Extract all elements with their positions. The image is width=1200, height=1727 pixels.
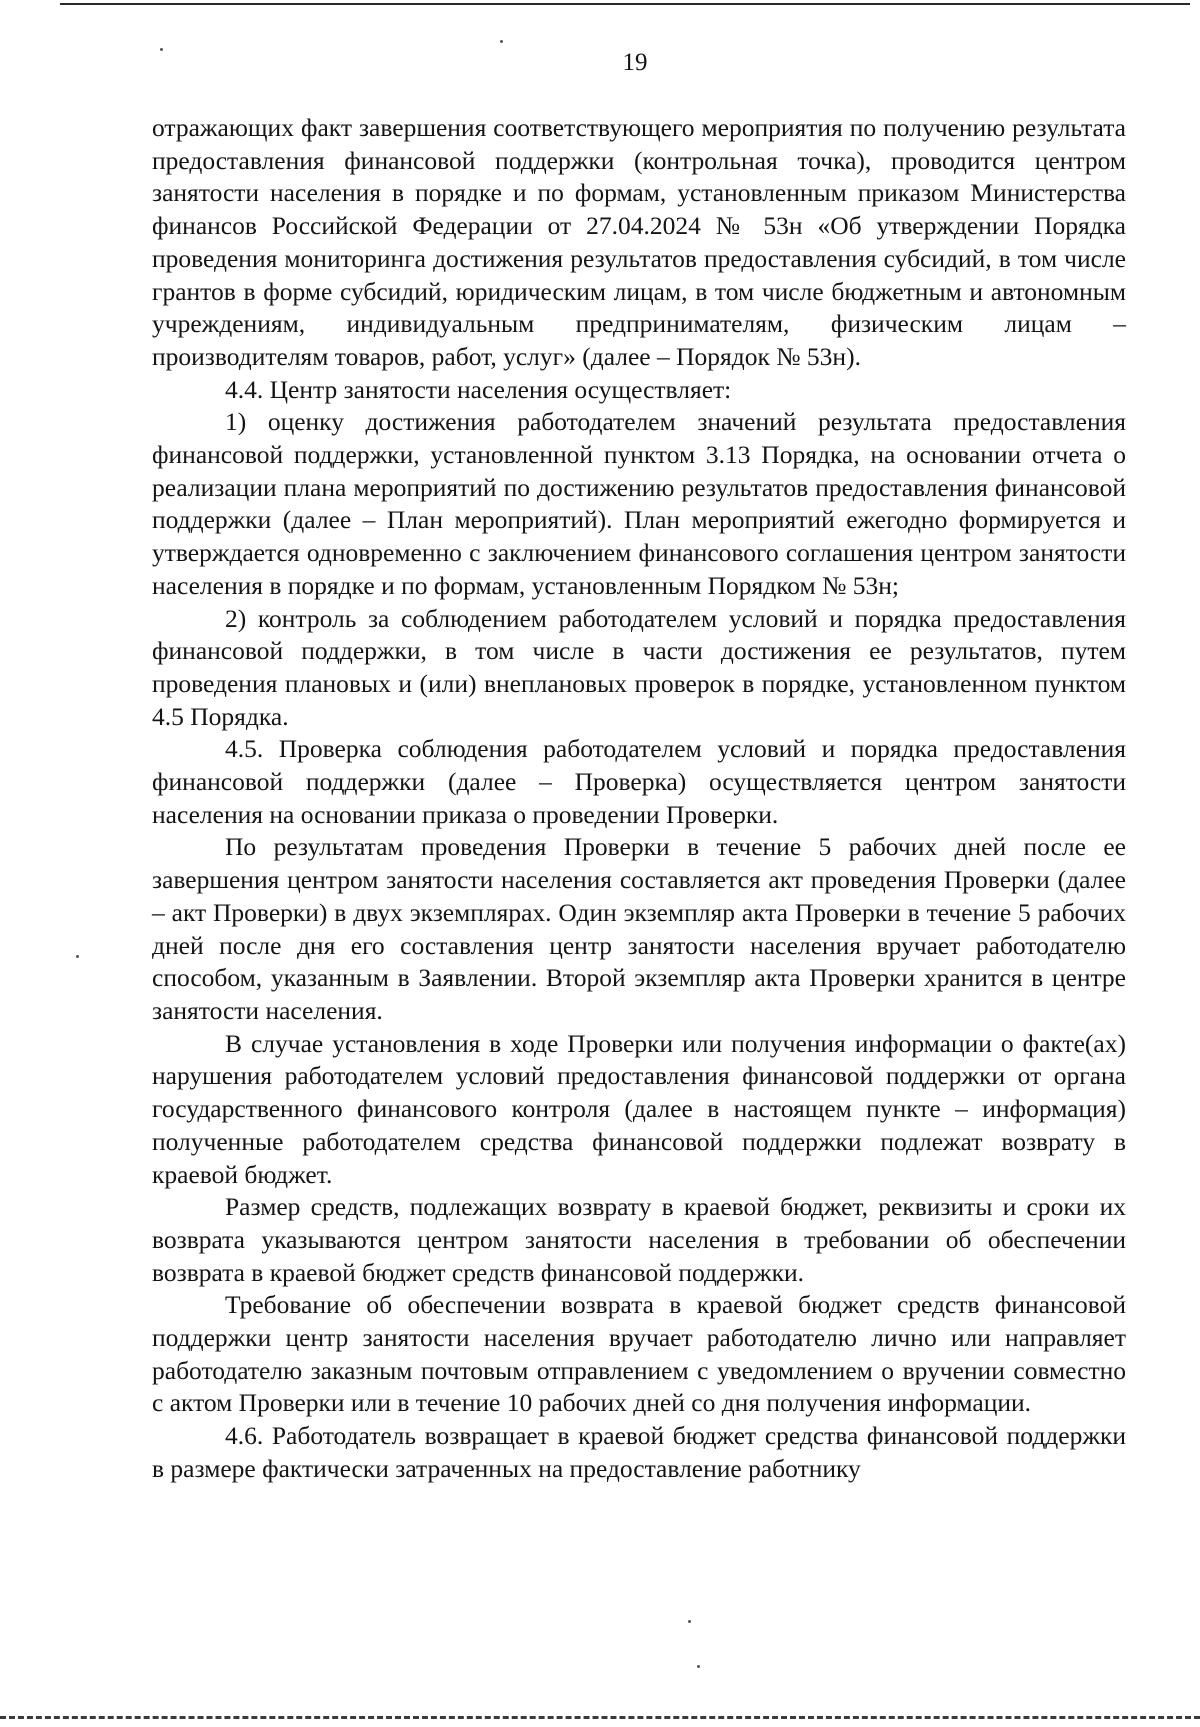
paragraph-3: 1) оценку достижения работодателем значений результата предоставления финансовой поддержки, установленной пунктом 3.13 Порядка, на основании отчета о реализации плана мероприятий по достижению результатов предоставления финансовой поддержки (далее – План мероприятий). План мероприятий ежегодно формируется и утверждается одновременно с заключением финансового соглашения центром занятости населения в порядке и по формам, установленным Порядком № 53н; xyxy=(152,407,1126,600)
paragraph-5: 4.5. Проверка соблюдения работодателем условий и порядка предоставления финансовой поддержки (далее – Проверка) осуществляется центром занятости населения на основании приказа о проведении Проверки. xyxy=(152,734,1126,829)
paragraph-6: По результатам проведения Проверки в течение 5 рабочих дней после ее завершения центром занятости населения составляется акт проведения Проверки (далее – акт Проверки) в двух экземплярах. Один экземпляр акта Проверки в течение 5 рабочих дней после дня его составления центр занятости населения вручает работодателю способом, указанным в Заявлении. Второй экземпляр акта Проверки хранится в центре занятости населения. xyxy=(152,832,1126,1025)
scan-speck xyxy=(500,40,503,43)
scan-speck xyxy=(76,955,79,958)
scan-edge-top xyxy=(60,3,1190,5)
scan-speck xyxy=(697,1665,700,1668)
scan-speck xyxy=(688,1620,691,1623)
paragraph-4: 2) контроль за соблюдением работодателем условий и порядка предоставления финансовой поддержки, в том числе в части достижения ее результатов, путем проведения плановых и (или) внеплановых проверок в порядке, установленном пунктом 4.5 Порядка. xyxy=(152,603,1126,731)
paragraph-9: Требование об обеспечении возврата в краевой бюджет средств финансовой поддержки центр занятости населения вручает работодателю лично или направляет работодателю заказным почтовым отправлением с уведомлением о вручении совместно с актом Проверки или в течение 10 рабочих дней со дня получения информации. xyxy=(152,1290,1126,1418)
scan-edge-bottom xyxy=(0,1716,1200,1719)
paragraph-7: В случае установления в ходе Проверки или получения информации о факте(ах) нарушения работодателем условий предоставления финансовой поддержки от органа государственного финансового контроля (далее в настоящем пункте – информация) полученные работодателем средства финансовой поддержки подлежат возврату в краевой бюджет. xyxy=(152,1028,1126,1189)
paragraph-1: отражающих факт завершения соответствующего мероприятия по получению результата предоставления финансовой поддержки (контрольная точка), проводится центром занятости населения в порядке и по формам, установленным приказом Министерства финансов Российской Федерации от 27.04.2024 № 53н «Об утверждении Порядка проведения мониторинга достижения результатов предоставления субсидий, в том числе грантов в форме субсидий, юридическим лицам, в том числе бюджетным и автономным учреждениям, индивидуальным предпринимателям, физическим лицам – производителям товаров, работ, услуг» (далее – Порядок № 53н). xyxy=(152,113,1126,371)
paragraph-8: Размер средств, подлежащих возврату в краевой бюджет, реквизиты и сроки их возврата указываются центром занятости населения в требовании об обеспечении возврата в краевой бюджет средств финансовой поддержки. xyxy=(152,1192,1126,1287)
page-number: 19 xyxy=(622,49,648,76)
paragraph-2: 4.4. Центр занятости населения осуществляет: xyxy=(225,374,732,404)
document-body xyxy=(152,112,1126,1486)
paragraph-10: 4.6. Работодатель возвращает в краевой бюджет средства финансовой поддержки в размере фактически затраченных на предоставление работнику xyxy=(152,1421,1126,1483)
scan-speck xyxy=(160,48,163,51)
